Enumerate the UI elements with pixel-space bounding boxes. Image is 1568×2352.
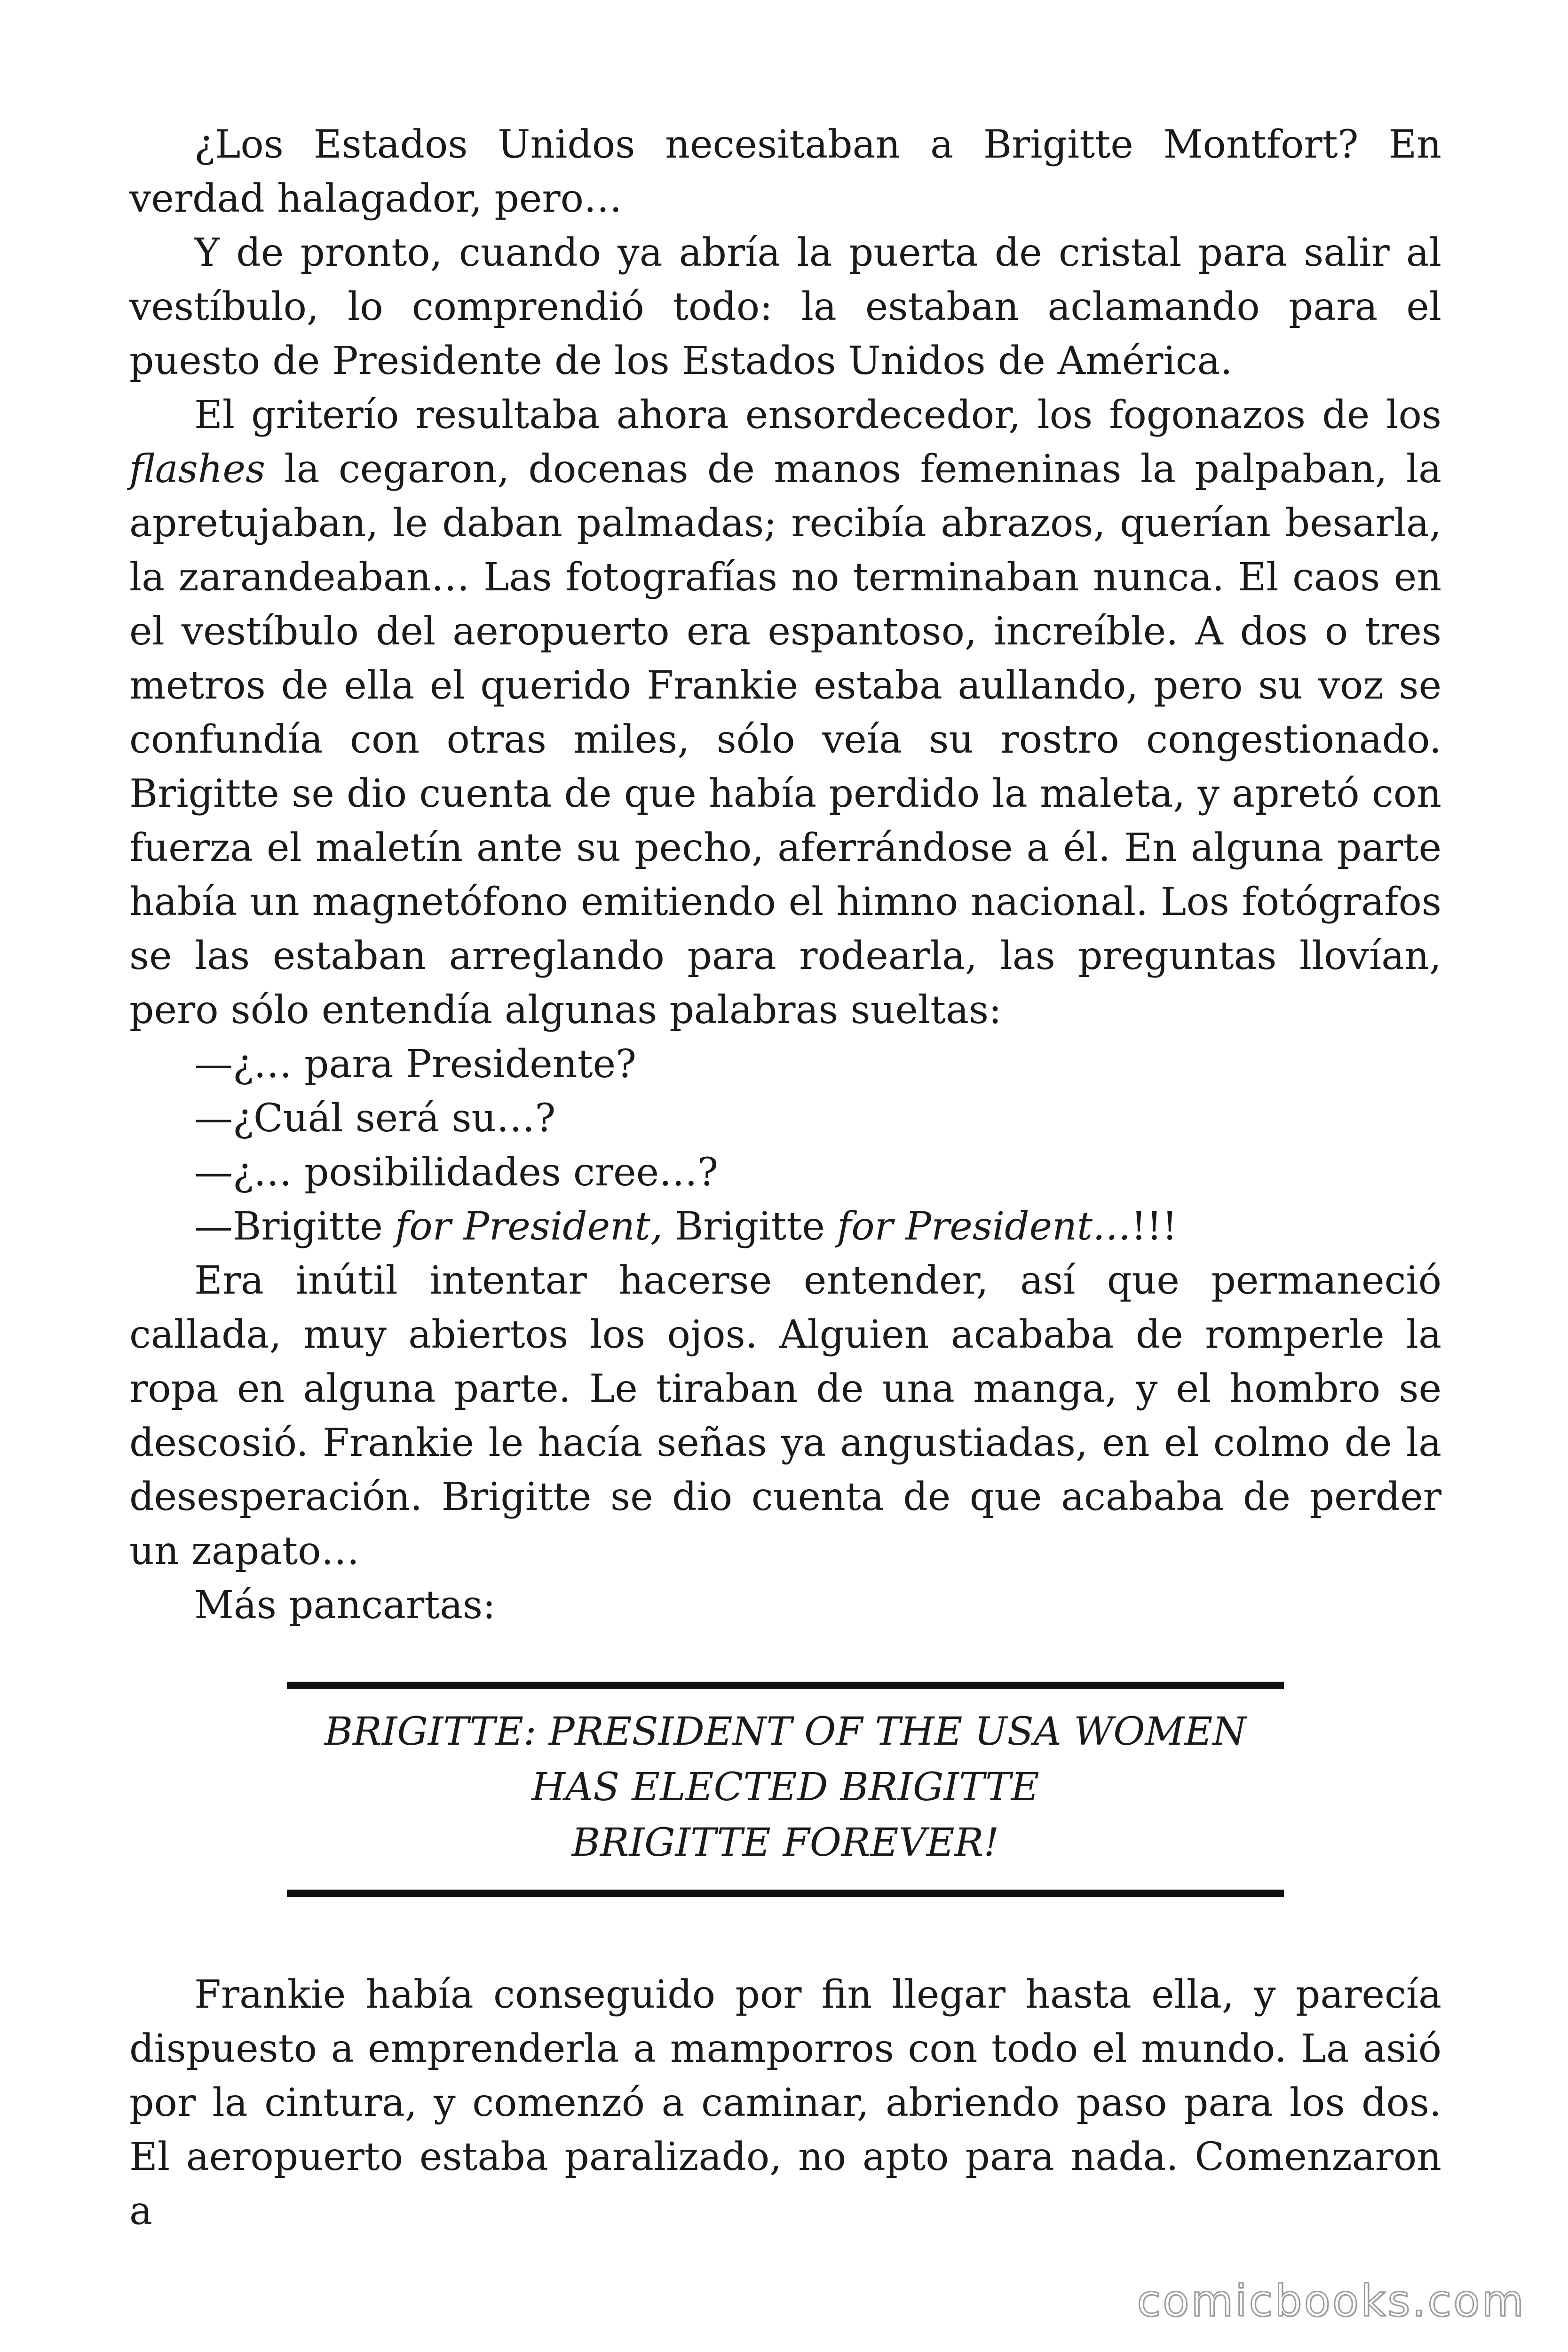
banner-top-rule: [287, 1682, 1284, 1689]
watermark-logo: comicbooks.com: [1137, 2276, 1526, 2326]
banner-line-2: HAS ELECTED BRIGITTE: [531, 1765, 1039, 1810]
text-run: Era inútil intentar hacerse entender, así que permaneció callada, muy abiertos los ojos. Alguien acababa de romperle la ropa en alguna parte. Le tiraban de una manga, y el hombro se descosió. Frankie le hacía señas ya angustiadas, en el colmo de la desesperación. Brigitte se dio cuenta de que acababa de perder un zapato…: [129, 1258, 1441, 1573]
paragraph: [129, 388, 1441, 1037]
book-page: [129, 118, 1441, 2238]
text-run: !!!: [1131, 1204, 1178, 1249]
text-run: —¿Cuál será su…?: [194, 1096, 556, 1141]
banner-bottom-rule: [287, 1890, 1284, 1897]
text-run: —¿… para Presidente?: [194, 1042, 637, 1087]
banner-line-1: BRIGITTE: PRESIDENT OF THE USA WOMEN: [324, 1709, 1247, 1754]
text-run: ¿Los Estados Unidos necesitaban a Brigitte Montfort? En verdad halagador, pero…: [129, 122, 1441, 221]
banner-text: [287, 1704, 1284, 1871]
dialogue-line: [129, 1200, 1441, 1254]
paragraph: [129, 118, 1441, 226]
dialogue-line: [129, 1037, 1441, 1091]
text-run: —Brigitte: [194, 1204, 395, 1249]
banner-line-3: BRIGITTE FOREVER!: [571, 1820, 999, 1865]
paragraph: [129, 1578, 1441, 1632]
text-run: El griterío resultaba ahora ensordecedor, los fogonazos de los: [194, 393, 1441, 437]
text-run: —¿… posibilidades cree…?: [194, 1150, 719, 1195]
text-run: Frankie había conseguido por fin llegar hasta ella, y parecía dispuesto a emprenderla a mamporros con todo el mundo. La asió por la cintura, y comenzó a caminar, abriendo paso para los dos. El aeropuerto estaba paralizado, no apto para nada. Comenzaron a: [129, 1972, 1441, 2233]
text-run: Y de pronto, cuando ya abría la puerta de cristal para salir al vestíbulo, lo comprendió todo: la estaban aclamando para el puesto de Presidente de los Estados Unidos de América.: [129, 230, 1441, 383]
paragraph: [129, 226, 1441, 388]
dialogue-line: [129, 1091, 1441, 1145]
text-block-bottom: [129, 1968, 1441, 2238]
text-run: Brigitte: [662, 1204, 837, 1249]
paragraph: [129, 1254, 1441, 1578]
italic-text: for President…: [837, 1204, 1131, 1249]
italic-text: flashes: [129, 447, 266, 492]
text-run: la cegaron, docenas de manos femeninas la palpaban, la apretujaban, le daban palmadas; recibía abrazos, querían besarla, la zarandeaban… Las fotografías no terminaban nunca. El caos en el vestíbulo del aeropuerto era espantoso, increíble. A dos o tres metros de ella el querido Frankie estaba aullando, pero su voz se confundía con otras miles, sólo veía su rostro congestionado. Brigitte se dio cuenta de que había perdido la maleta, y apretó con fuerza el maletín ante su pecho, aferrándose a él. En alguna parte había un magnetófono emitiendo el himno nacional. Los fotógrafos se las estaban arreglando para rodearla, las preguntas llovían, pero sólo entendía algunas palabras sueltas:: [129, 447, 1441, 1033]
italic-text: for President,: [395, 1204, 663, 1249]
banner-sign: [287, 1682, 1284, 1897]
text-block-top: [129, 118, 1441, 1632]
text-run: Más pancartas:: [194, 1583, 496, 1628]
dialogue-line: [129, 1145, 1441, 1200]
paragraph: [129, 1968, 1441, 2238]
